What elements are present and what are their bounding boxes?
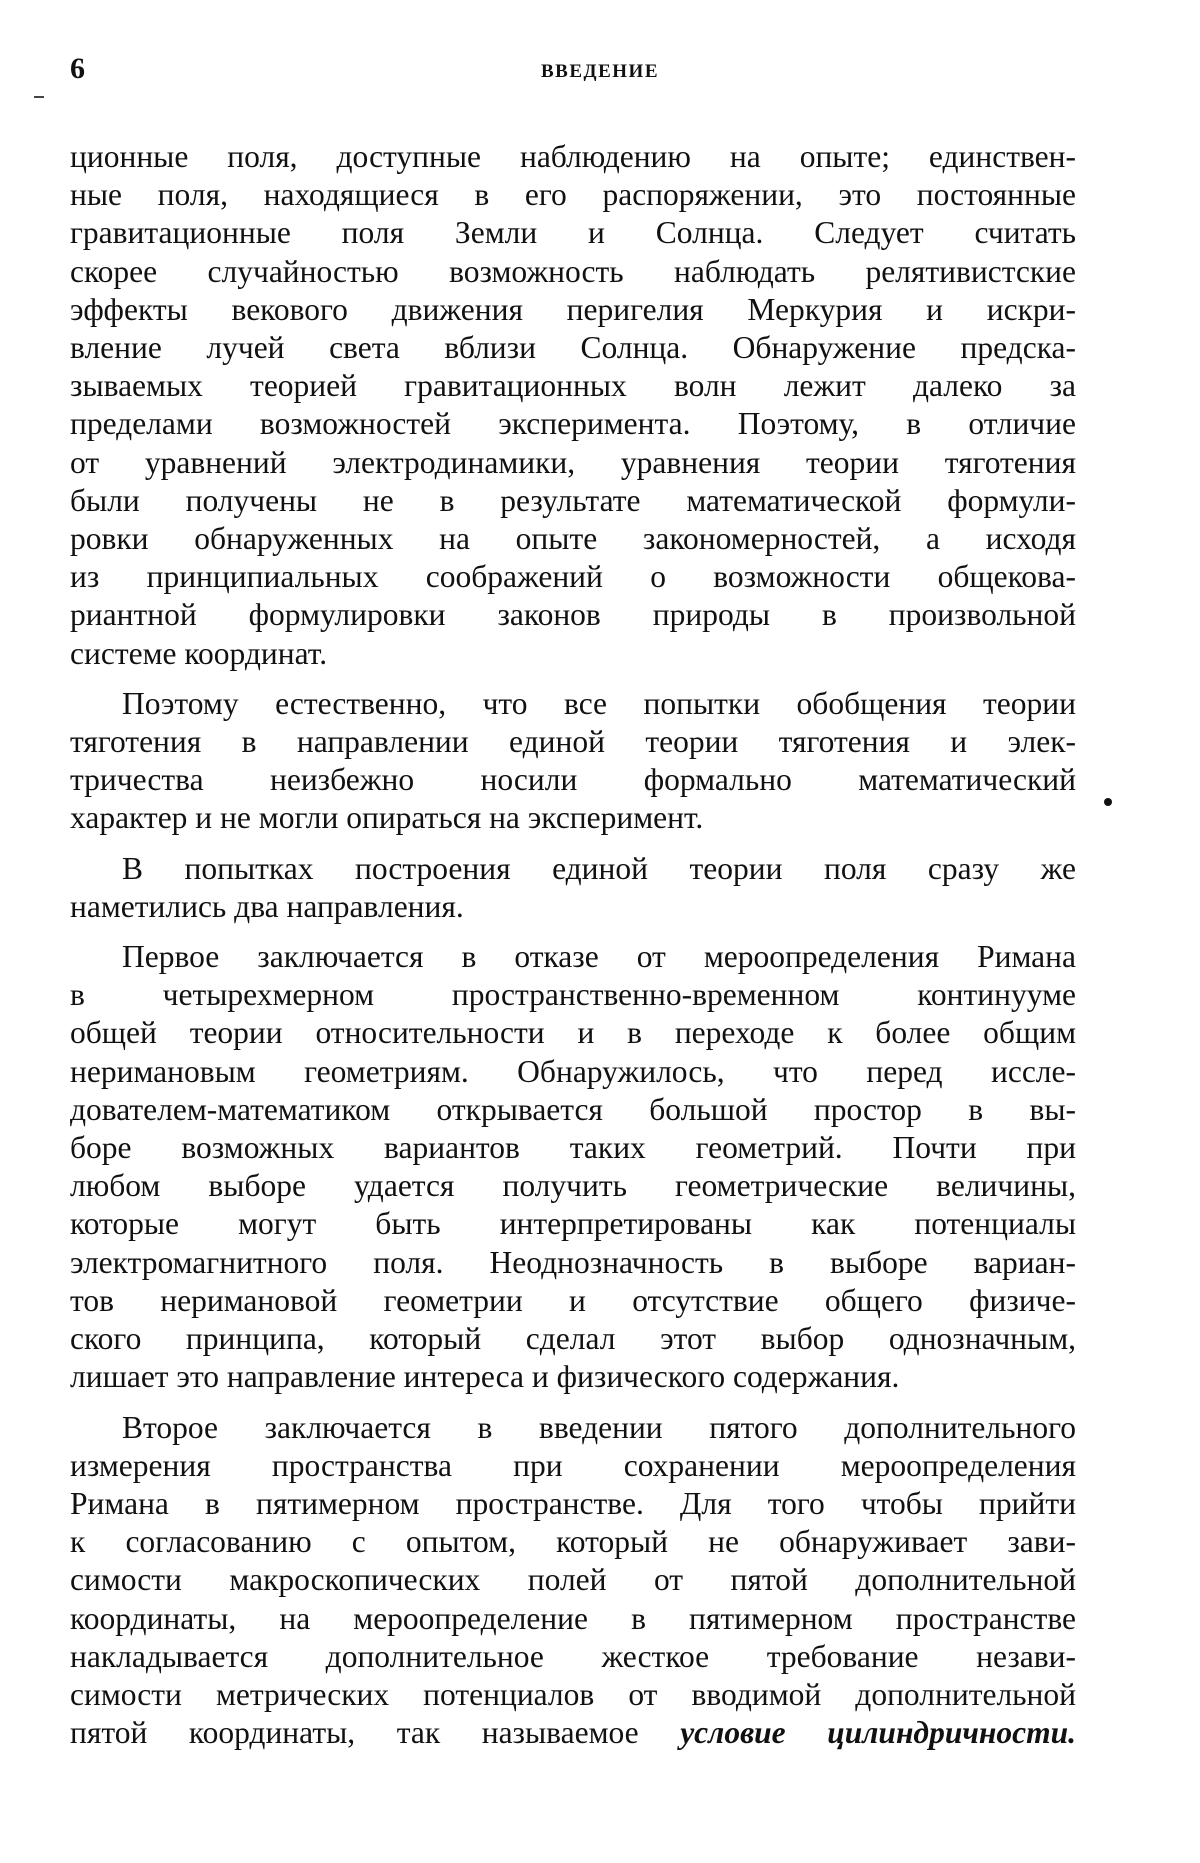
text-line: которые могут быть интерпретированы как потенциалы — [70, 1206, 1076, 1242]
text-line: электромагнитного поля. Неоднозначность в выборе вариан- — [70, 1244, 1076, 1280]
text-line: Римана в пятимерном пространстве. Для того чтобы прийти — [70, 1485, 1076, 1521]
text-line: дователем-математиком открывается большой простор в вы- — [70, 1091, 1076, 1127]
margin-dot — [1104, 798, 1112, 806]
paragraph — [70, 138, 1076, 673]
text-line: координаты, на мероопределение в пятимерном пространстве — [70, 1600, 1076, 1636]
text-line: неримановым геометриям. Обнаружилось, что перед иссле- — [70, 1053, 1076, 1089]
text-line: были получены не в результате математической формули- — [70, 482, 1076, 518]
text-line: лишает это направление интереса и физического содержания. — [70, 1359, 900, 1395]
text-line: скорее случайностью возможность наблюдать релятивистские — [70, 253, 1076, 289]
text-line: любом выборе удается получить геометрические величины, — [70, 1168, 1076, 1204]
text-line: гравитационные поля Земли и Солнца. Следует считать — [70, 215, 1076, 251]
page-number: 6 — [70, 52, 85, 85]
text-line: эффекты векового движения перигелия Меркурия и искри- — [70, 291, 1076, 327]
text-line: к согласованию с опытом, который не обнаруживает зави- — [70, 1524, 1076, 1560]
text-line: накладывается дополнительное жесткое требование незави- — [70, 1638, 1076, 1674]
margin-mark — [34, 96, 44, 98]
text-line: тяготения в направлении единой теории тяготения и элек- — [70, 724, 1076, 760]
paragraph — [70, 850, 1076, 926]
running-head: ВВЕДЕНИЕ — [541, 61, 659, 82]
text-line: ского принципа, который сделал этот выбор однозначным, — [70, 1321, 1076, 1357]
text-line: пределами возможностей эксперимента. Поэтому, в отличие — [70, 406, 1076, 442]
text-line: характер и не могли опираться на эксперимент. — [70, 800, 704, 836]
final-line-prefix: пятой координаты, так называемое — [70, 1715, 681, 1751]
paragraph — [70, 1409, 1076, 1753]
text-line: ные поля, находящиеся в его распоряжении, это постоянные — [70, 177, 1076, 213]
body-text — [70, 138, 1076, 1752]
text-line: измерения пространства при сохранении мероопределения — [70, 1447, 1076, 1483]
emphasis-term: условие цилиндричности. — [680, 1715, 1076, 1751]
text-line: ционные поля, доступные наблюдению на опыте; единствен- — [70, 139, 1076, 174]
text-line: ровки обнаруженных на опыте закономерностей, а исходя — [70, 521, 1076, 557]
text-line: в четырехмерном пространственно-временном континууме — [70, 977, 1076, 1013]
text-line: В попытках построения единой теории поля сразу же — [122, 850, 1076, 886]
text-line: риантной формулировки законов природы в произвольной — [70, 597, 1076, 633]
text-line: от уравнений электродинамики, уравнения теории тяготения — [70, 444, 1076, 480]
text-line: зываемых теорией гравитационных волн лежит далеко за — [70, 368, 1076, 404]
text-line: тов неримановой геометрии и отсутствие общего физиче- — [70, 1282, 1076, 1318]
text-line: общей теории относительности и в переходе к более общим — [70, 1015, 1076, 1051]
text-line: наметились два направления. — [70, 888, 464, 924]
text-line: Поэтому естественно, что все попытки обобщения теории — [122, 685, 1076, 721]
text-line: Второе заключается в введении пятого дополнительного — [122, 1409, 1076, 1445]
text-line: боре возможных вариантов таких геометрий. Почти при — [70, 1130, 1076, 1166]
text-line: системе координат. — [70, 635, 328, 671]
text-line: симости метрических потенциалов от вводимой дополнительной — [70, 1676, 1076, 1712]
text-line: из принципиальных соображений о возможности общекова- — [70, 559, 1076, 595]
paragraph — [70, 685, 1076, 838]
text-line: Первое заключается в отказе от мероопределения Римана — [122, 939, 1076, 975]
paragraph — [70, 938, 1076, 1396]
text-line: тричества неизбежно носили формально математический — [70, 762, 1076, 798]
text-line: вление лучей света вблизи Солнца. Обнаружение предска- — [70, 330, 1076, 366]
text-line: симости макроскопических полей от пятой дополнительной — [70, 1562, 1076, 1598]
text-line-final — [70, 1714, 1076, 1752]
